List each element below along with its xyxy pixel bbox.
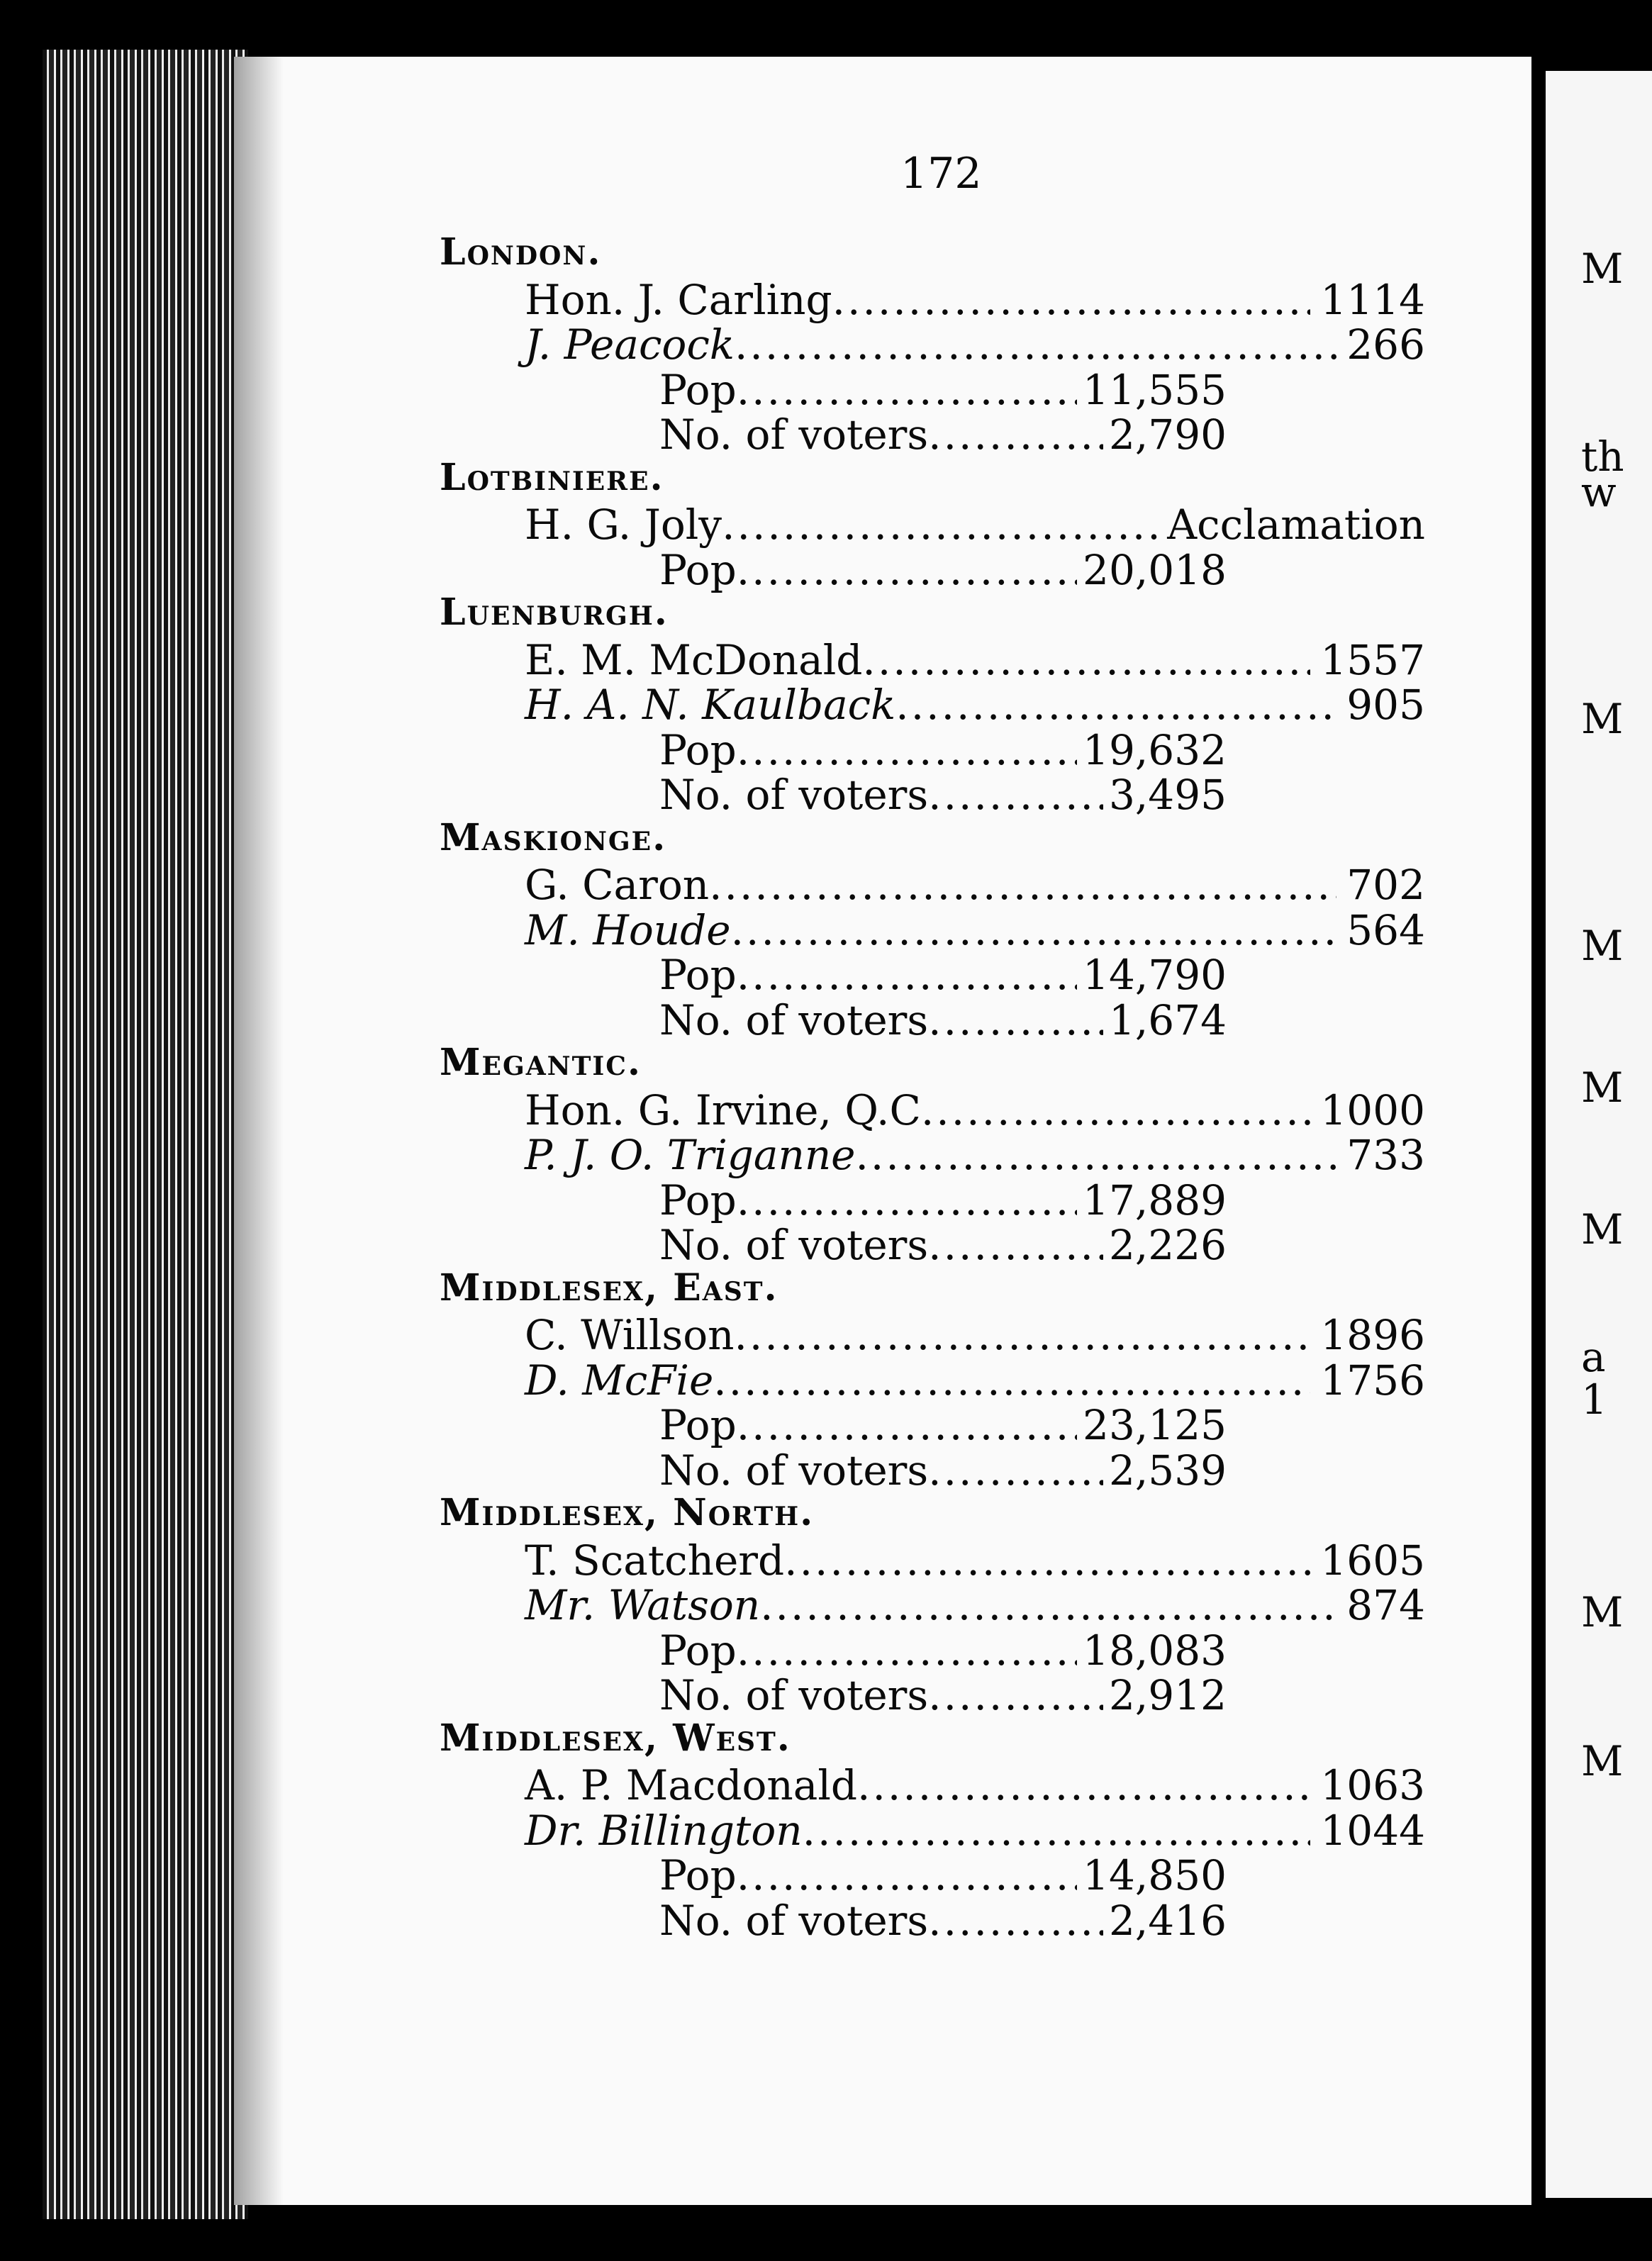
voters-row (659, 411, 1227, 459)
candidate-votes: 266 (1346, 320, 1425, 369)
leader-dots (928, 1450, 1103, 1491)
population-label: Pop (659, 1401, 737, 1449)
candidate-row (525, 320, 1425, 369)
population-row (659, 1626, 1227, 1675)
leader-dots (737, 730, 1077, 771)
population-value: 20,018 (1083, 545, 1227, 594)
leader-dots (857, 1765, 1310, 1806)
facing-page-fragment (1546, 71, 1652, 2198)
population-row (659, 725, 1227, 774)
leader-dots (928, 1000, 1103, 1041)
candidate-name: A. P. Macdonald (525, 1761, 858, 1809)
candidate-votes: 1557 (1320, 635, 1425, 684)
population-label: Pop (659, 1626, 737, 1675)
leader-dots (737, 1180, 1077, 1221)
leader-dots (832, 279, 1311, 320)
candidate-row (525, 1085, 1425, 1134)
candidate-row (525, 1536, 1425, 1585)
population-label: Pop (659, 1176, 737, 1224)
candidate-votes: 733 (1346, 1131, 1425, 1179)
candidate-name: J. Peacock (525, 320, 735, 369)
voters-row (659, 1896, 1227, 1945)
voters-row (659, 1446, 1227, 1495)
population-row (659, 1176, 1227, 1224)
leader-dots (862, 640, 1310, 681)
candidate-row (525, 1806, 1425, 1855)
facing-page-text: M (1581, 1737, 1624, 1785)
candidate-row (525, 905, 1425, 954)
leader-dots (731, 910, 1337, 951)
leader-dots (928, 1224, 1103, 1266)
leader-dots (856, 1134, 1337, 1176)
facing-page-text: th (1581, 432, 1624, 481)
constituency-heading: Middlesex, West. (440, 1716, 791, 1760)
facing-page-text: 1 (1581, 1375, 1607, 1424)
leader-dots (928, 774, 1103, 815)
candidate-name: D. McFie (525, 1356, 714, 1405)
leader-dots (734, 1314, 1310, 1356)
candidate-row (525, 635, 1425, 684)
facing-page-text: M (1581, 922, 1624, 970)
population-row (659, 1851, 1227, 1899)
candidate-votes: 1896 (1320, 1311, 1425, 1359)
population-value: 23,125 (1083, 1401, 1227, 1449)
voters-label: No. of voters (659, 771, 929, 819)
leader-dots (737, 549, 1077, 591)
constituency-heading: Middlesex, East. (440, 1266, 778, 1310)
population-row (659, 365, 1227, 414)
candidate-name: Dr. Billington (525, 1806, 803, 1855)
voters-row (659, 771, 1227, 819)
leader-dots (722, 504, 1157, 545)
candidate-name: H. A. N. Kaulback (525, 681, 896, 729)
candidate-name: Mr. Watson (525, 1581, 761, 1629)
constituency-heading: London. (440, 230, 602, 274)
population-label: Pop (659, 725, 737, 774)
facing-page-text: M (1581, 1063, 1624, 1112)
constituency-heading: Lotbiniere. (440, 455, 664, 499)
leader-dots (784, 1540, 1310, 1581)
facing-page-text: M (1581, 1205, 1624, 1254)
leader-dots (737, 1630, 1077, 1671)
voters-value: 2,539 (1108, 1446, 1227, 1495)
candidate-name: C. Willson (525, 1311, 735, 1359)
spine-shadow (234, 57, 284, 2205)
leader-dots (895, 684, 1336, 725)
candidate-row (525, 501, 1425, 549)
page-number: 172 (900, 149, 982, 199)
voters-value: 3,495 (1108, 771, 1227, 819)
candidate-votes: 702 (1346, 861, 1425, 909)
voters-label: No. of voters (659, 411, 929, 459)
page-stack-edge (43, 50, 248, 2219)
population-value: 18,083 (1083, 1626, 1227, 1675)
leader-dots (803, 1810, 1311, 1851)
leader-dots (735, 324, 1336, 365)
candidate-name: M. Houde (525, 905, 731, 954)
population-row (659, 545, 1227, 594)
voters-value: 2,912 (1108, 1671, 1227, 1719)
population-value: 14,790 (1083, 951, 1227, 999)
candidate-name: T. Scatcherd (525, 1536, 785, 1585)
constituency-heading: Middlesex, North. (440, 1491, 815, 1534)
leader-dots (737, 369, 1077, 411)
population-value: 11,555 (1083, 365, 1227, 414)
facing-page-text: M (1581, 695, 1624, 743)
candidate-votes: 1044 (1320, 1806, 1425, 1855)
candidate-votes: 1605 (1320, 1536, 1425, 1585)
leader-dots (737, 954, 1077, 995)
voters-label: No. of voters (659, 1221, 929, 1269)
candidate-name: G. Caron (525, 861, 710, 909)
voters-value: 2,416 (1108, 1896, 1227, 1945)
leader-dots (760, 1585, 1336, 1626)
candidate-name: Hon. G. Irvine, Q.C (525, 1085, 921, 1134)
candidate-row (525, 1131, 1425, 1179)
candidate-row (525, 1581, 1425, 1629)
voters-row (659, 995, 1227, 1044)
constituency-heading: Megantic. (440, 1041, 642, 1084)
candidate-votes: 874 (1346, 1581, 1425, 1629)
constituency-heading: Luenburgh. (440, 591, 669, 634)
facing-page-text: M (1581, 245, 1624, 293)
candidate-row (525, 1761, 1425, 1809)
voters-value: 2,226 (1108, 1221, 1227, 1269)
candidate-votes: Acclamation (1167, 501, 1425, 549)
voters-value: 1,674 (1108, 995, 1227, 1044)
leader-dots (737, 1405, 1077, 1446)
population-label: Pop (659, 951, 737, 999)
facing-page-text: a (1581, 1333, 1606, 1381)
facing-page-text: M (1581, 1588, 1624, 1636)
population-label: Pop (659, 1851, 737, 1899)
voters-label: No. of voters (659, 1446, 929, 1495)
candidate-votes: 1063 (1320, 1761, 1425, 1809)
voters-label: No. of voters (659, 1896, 929, 1945)
candidate-row (525, 681, 1425, 729)
leader-dots (921, 1090, 1311, 1131)
voters-label: No. of voters (659, 995, 929, 1044)
candidate-row (525, 275, 1425, 324)
leader-dots (928, 1900, 1103, 1941)
population-label: Pop (659, 365, 737, 414)
population-value: 17,889 (1083, 1176, 1227, 1224)
population-value: 19,632 (1083, 725, 1227, 774)
candidate-row (525, 861, 1425, 909)
candidate-name: E. M. McDonald (525, 635, 863, 684)
candidate-name: Hon. J. Carling (525, 275, 832, 324)
voters-row (659, 1671, 1227, 1719)
voters-value: 2,790 (1108, 411, 1227, 459)
leader-dots (713, 1360, 1310, 1401)
candidate-name: P. J. O. Triganne (525, 1131, 856, 1179)
population-row (659, 1401, 1227, 1449)
voters-row (659, 1221, 1227, 1269)
facing-page-text: w (1581, 468, 1617, 516)
population-value: 14,850 (1083, 1851, 1227, 1899)
leader-dots (928, 414, 1103, 455)
candidate-name: H. G. Joly (525, 501, 722, 549)
candidate-votes: 1756 (1320, 1356, 1425, 1405)
constituency-heading: Maskionge. (440, 815, 667, 859)
candidate-votes: 1114 (1320, 275, 1425, 324)
candidate-votes: 905 (1346, 681, 1425, 729)
candidate-votes: 564 (1346, 905, 1425, 954)
leader-dots (928, 1675, 1103, 1716)
leader-dots (709, 864, 1336, 905)
candidate-row (525, 1356, 1425, 1405)
leader-dots (737, 1855, 1077, 1896)
population-row (659, 951, 1227, 999)
candidate-row (525, 1311, 1425, 1359)
voters-label: No. of voters (659, 1671, 929, 1719)
candidate-votes: 1000 (1320, 1085, 1425, 1134)
population-label: Pop (659, 545, 737, 594)
